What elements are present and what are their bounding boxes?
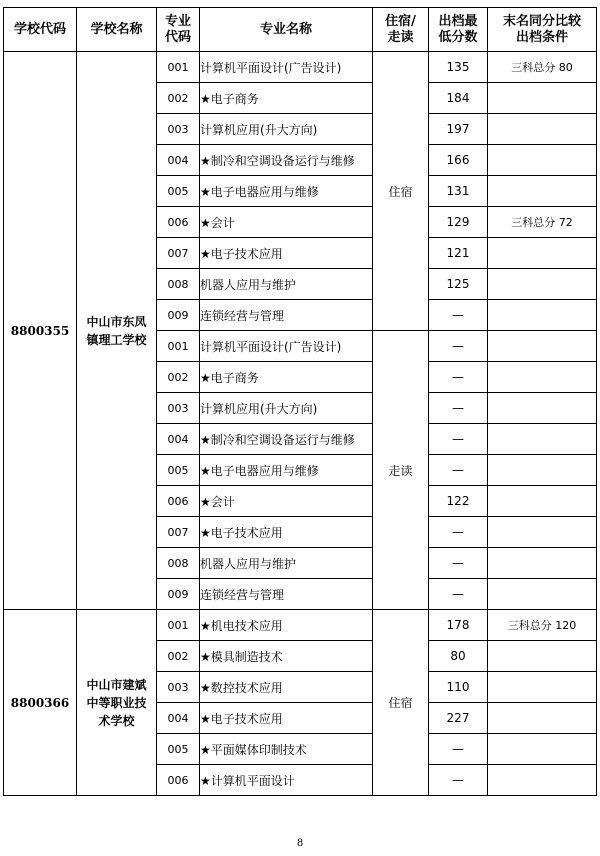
- header-min-score: 出档最 低分数: [429, 8, 488, 52]
- major-name-cell: ★电子技术应用: [200, 238, 373, 269]
- school-code-cell: 8800366: [4, 610, 77, 796]
- tie-rule-cell: [488, 517, 597, 548]
- tie-rule-cell: [488, 486, 597, 517]
- min-score-cell: 110: [429, 672, 488, 703]
- min-score-cell: —: [429, 424, 488, 455]
- min-score-cell: 122: [429, 486, 488, 517]
- major-code-cell: 001: [157, 610, 200, 641]
- major-code-cell: 001: [157, 331, 200, 362]
- major-code-cell: 002: [157, 83, 200, 114]
- min-score-cell: 131: [429, 176, 488, 207]
- min-score-cell: 184: [429, 83, 488, 114]
- major-name-cell: ★制冷和空调设备运行与维修: [200, 424, 373, 455]
- tie-rule-cell: 三科总分 80: [488, 52, 597, 83]
- major-code-cell: 004: [157, 703, 200, 734]
- min-score-cell: —: [429, 331, 488, 362]
- tie-rule-cell: 三科总分 72: [488, 207, 597, 238]
- major-code-cell: 007: [157, 238, 200, 269]
- tie-rule-cell: [488, 393, 597, 424]
- major-code-cell: 003: [157, 114, 200, 145]
- tie-rule-cell: [488, 765, 597, 796]
- tie-rule-cell: [488, 83, 597, 114]
- min-score-cell: —: [429, 517, 488, 548]
- min-score-cell: 121: [429, 238, 488, 269]
- major-code-cell: 006: [157, 765, 200, 796]
- min-score-cell: 166: [429, 145, 488, 176]
- major-name-cell: ★电子电器应用与维修: [200, 176, 373, 207]
- major-name-cell: 计算机应用(升大方向): [200, 393, 373, 424]
- min-score-cell: —: [429, 362, 488, 393]
- major-code-cell: 005: [157, 734, 200, 765]
- tie-rule-cell: [488, 703, 597, 734]
- major-name-cell: ★平面媒体印制技术: [200, 734, 373, 765]
- major-name-cell: ★数控技术应用: [200, 672, 373, 703]
- major-code-cell: 004: [157, 145, 200, 176]
- table-header-row: [4, 8, 597, 52]
- tie-rule-cell: [488, 672, 597, 703]
- major-name-cell: 计算机平面设计(广告设计): [200, 331, 373, 362]
- tie-rule-cell: [488, 548, 597, 579]
- major-name-cell: 机器人应用与维护: [200, 269, 373, 300]
- major-name-cell: 连锁经营与管理: [200, 579, 373, 610]
- min-score-cell: —: [429, 393, 488, 424]
- header-school-name: 学校名称: [77, 8, 157, 52]
- major-name-cell: ★计算机平面设计: [200, 765, 373, 796]
- boarding-cell: 走读: [373, 331, 429, 610]
- min-score-cell: —: [429, 455, 488, 486]
- header-major-code: 专业 代码: [157, 8, 200, 52]
- min-score-cell: 125: [429, 269, 488, 300]
- tie-rule-cell: [488, 579, 597, 610]
- major-name-cell: ★电子技术应用: [200, 517, 373, 548]
- min-score-cell: 227: [429, 703, 488, 734]
- table-row: [4, 610, 597, 641]
- major-code-cell: 004: [157, 424, 200, 455]
- major-code-cell: 006: [157, 486, 200, 517]
- tie-rule-cell: [488, 734, 597, 765]
- major-name-cell: ★电子商务: [200, 362, 373, 393]
- major-name-cell: 连锁经营与管理: [200, 300, 373, 331]
- header-tie-rule: 末名同分比较 出档条件: [488, 8, 597, 52]
- major-name-cell: ★制冷和空调设备运行与维修: [200, 145, 373, 176]
- major-code-cell: 003: [157, 672, 200, 703]
- min-score-cell: —: [429, 579, 488, 610]
- major-code-cell: 006: [157, 207, 200, 238]
- header-school-code: 学校代码: [4, 8, 77, 52]
- major-name-cell: ★会计: [200, 486, 373, 517]
- tie-rule-cell: [488, 176, 597, 207]
- major-code-cell: 009: [157, 300, 200, 331]
- tie-rule-cell: [488, 362, 597, 393]
- min-score-cell: —: [429, 734, 488, 765]
- tie-rule-cell: [488, 269, 597, 300]
- major-code-cell: 005: [157, 176, 200, 207]
- min-score-cell: 197: [429, 114, 488, 145]
- min-score-cell: 129: [429, 207, 488, 238]
- major-name-cell: 计算机平面设计(广告设计): [200, 52, 373, 83]
- school-name-cell: 中山市建斌 中等职业技 术学校: [77, 610, 157, 796]
- major-name-cell: ★模具制造技术: [200, 641, 373, 672]
- min-score-cell: 178: [429, 610, 488, 641]
- page-number: 8: [296, 838, 304, 849]
- tie-rule-cell: [488, 331, 597, 362]
- major-code-cell: 008: [157, 269, 200, 300]
- min-score-cell: —: [429, 548, 488, 579]
- major-name-cell: ★电子商务: [200, 83, 373, 114]
- tie-rule-cell: [488, 238, 597, 269]
- major-code-cell: 005: [157, 455, 200, 486]
- header-major-name: 专业名称: [200, 8, 373, 52]
- tie-rule-cell: [488, 455, 597, 486]
- major-code-cell: 002: [157, 641, 200, 672]
- school-name-cell: 中山市东凤 镇理工学校: [77, 52, 157, 610]
- tie-rule-cell: [488, 641, 597, 672]
- major-code-cell: 008: [157, 548, 200, 579]
- min-score-cell: 80: [429, 641, 488, 672]
- header-boarding: 住宿/ 走读: [373, 8, 429, 52]
- major-name-cell: 计算机应用(升大方向): [200, 114, 373, 145]
- major-name-cell: ★机电技术应用: [200, 610, 373, 641]
- tie-rule-cell: [488, 145, 597, 176]
- tie-rule-cell: 三科总分 120: [488, 610, 597, 641]
- table-row: [4, 52, 597, 83]
- major-name-cell: ★会计: [200, 207, 373, 238]
- boarding-cell: 住宿: [373, 610, 429, 796]
- major-code-cell: 001: [157, 52, 200, 83]
- min-score-cell: 135: [429, 52, 488, 83]
- tie-rule-cell: [488, 114, 597, 145]
- major-name-cell: ★电子电器应用与维修: [200, 455, 373, 486]
- table-body: [4, 52, 597, 796]
- major-code-cell: 003: [157, 393, 200, 424]
- min-score-cell: —: [429, 765, 488, 796]
- min-score-cell: —: [429, 300, 488, 331]
- school-code-cell: 8800355: [4, 52, 77, 610]
- major-name-cell: 机器人应用与维护: [200, 548, 373, 579]
- major-name-cell: ★电子技术应用: [200, 703, 373, 734]
- major-code-cell: 007: [157, 517, 200, 548]
- major-code-cell: 002: [157, 362, 200, 393]
- tie-rule-cell: [488, 300, 597, 331]
- tie-rule-cell: [488, 424, 597, 455]
- major-code-cell: 009: [157, 579, 200, 610]
- boarding-cell: 住宿: [373, 52, 429, 331]
- admission-score-table: [3, 7, 597, 796]
